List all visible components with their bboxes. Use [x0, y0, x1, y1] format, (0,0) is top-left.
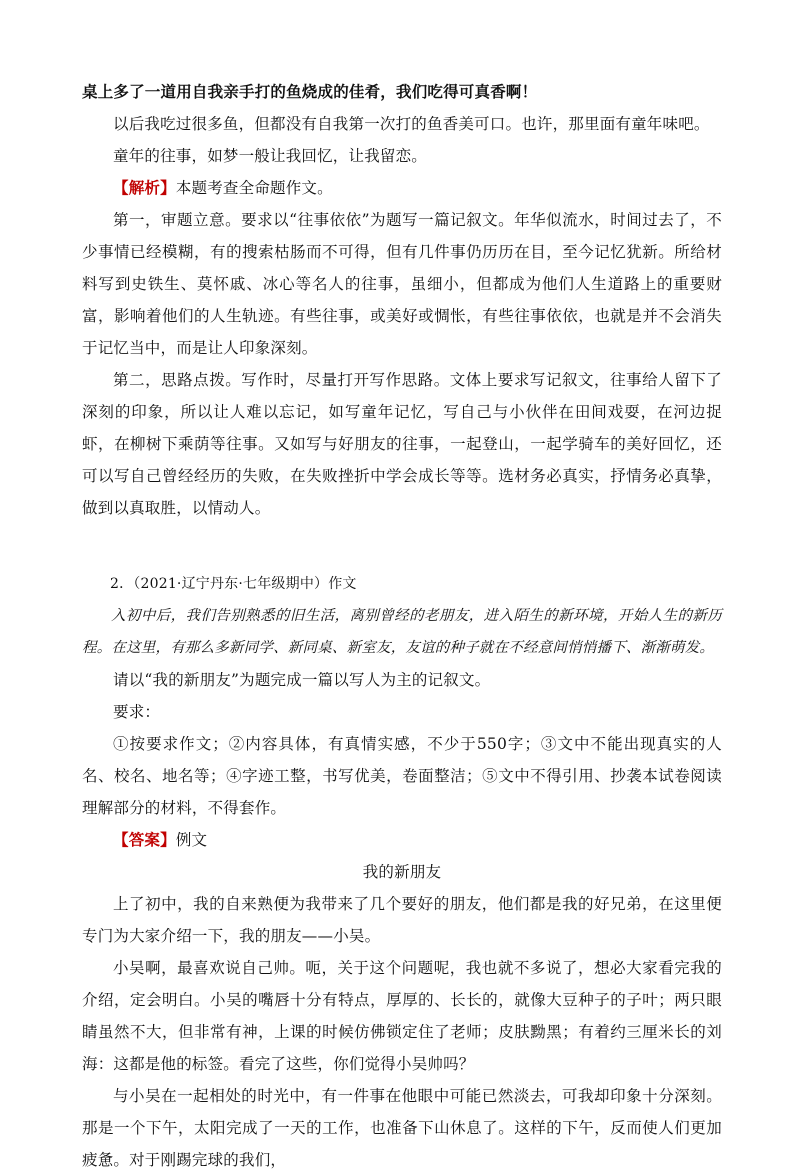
analysis-paragraph-second: 第二，思路点拨。写作时，尽量打开写作思路。文体上要求写记叙文，往事给人留下了深刻的印象，所以让人难以忘记，如写童年记忆，写自己与小伙伴在田间戏耍，在河边捉虾，在柳树下乘荫等往事。又如写与好朋友的往事，一起登山，一起学骑车的美好回忆，还可以写自己曾经经历的失败，在失败挫折中学会成长等等。选材务必真实，抒情务必真挚，做到以真取胜，以情动人。	[82, 371, 722, 517]
essay-paragraph-childhood: 童年的往事，如梦一般让我回忆，让我留恋。	[113, 147, 428, 165]
essay-paragraph-1: 上了初中，我的自来熟便为我带来了几个要好的朋友，他们都是我的好兄弟，在这里便专门为大家介绍一下，我的朋友——小吴。	[82, 895, 722, 945]
question-material: 入初中后，我们告别熟悉的旧生活，离别曾经的老朋友，进入陌生的新环境，开始人生的新历程。在这里，有那么多新同学、新同桌、新室友，友谊的种子就在不经意间悄悄播下、渐渐萌发。	[82, 608, 722, 656]
essay-closing-line: 桌上多了一道用自我亲手打的鱼烧成的佳肴，我们吃得可真香啊！	[82, 82, 538, 101]
section-gap	[82, 524, 722, 568]
analysis-paragraph-first: 第一，审题立意。要求以“往事依依”为题写一篇记叙文。年华似流水，时间过去了，不少事情已经模糊，有的搜索枯肠而不可得，但有几件事仍历历在目，至今记忆犹新。所给材料写到史铁生、莫怀戚、冰心等名人的往事，虽细小，但都成为他们人生道路上的重要财富，影响着他们的人生轨迹。有些往事，或美好或惆怅，有些往事依依，也就是并不会消失于记忆当中，而是让人印象深刻。	[82, 211, 722, 357]
answer-text: 例文	[175, 831, 208, 849]
document-content	[82, 76, 722, 1176]
requirements-text: ①按要求作文；②内容具体，有真情实感，不少于550字；③文中不能出现真实的人名、校名、地名等；④字迹工整，书写优美，卷面整洁；⑤文中不得引用、抄袭本试卷阅读理解部分的材料，不得套作。	[82, 735, 722, 817]
analysis-text: 本题考查全命题作文。	[175, 179, 333, 197]
requirements-label: 要求：	[113, 703, 161, 721]
analysis-line	[82, 172, 722, 204]
essay-paragraph-2: 小吴啊，最喜欢说自己帅。呃，关于这个问题呢，我也就不多说了，想必大家看完我的介绍，定会明白。小吴的嘴唇十分有特点，厚厚的、长长的，就像大豆种子的子叶；两只眼睛虽然不大，但非常有神，上课的时候仿佛锁定住了老师；皮肤黝黑；有着约三厘米长的刘海：这都是他的标签。看完了这些，你们觉得小吴帅吗？	[82, 959, 722, 1073]
answer-label: 【答案】	[113, 830, 176, 849]
question-prompt: 请以“我的新朋友”为题完成一篇以写人为主的记叙文。	[113, 671, 491, 689]
analysis-label: 【解析】	[113, 178, 176, 197]
essay-title: 我的新朋友	[362, 863, 442, 881]
essay-paragraph-3: 与小吴在一起相处的时光中，有一件事在他眼中可能已然淡去，可我却印象十分深刻。那是一个下午，太阳完成了一天的工作，也准备下山休息了。这样的下午，反而使人们更加疲惫。对于刚踢完球的我们，	[82, 1087, 722, 1169]
essay-paragraph-fish: 以后我吃过很多鱼，但都没有自我第一次打的鱼香美可口。也许，那里面有童年味吧。	[113, 115, 710, 133]
answer-line	[82, 824, 722, 856]
question-header: 2．（2021·辽宁丹东·七年级期中）作文	[110, 576, 357, 592]
